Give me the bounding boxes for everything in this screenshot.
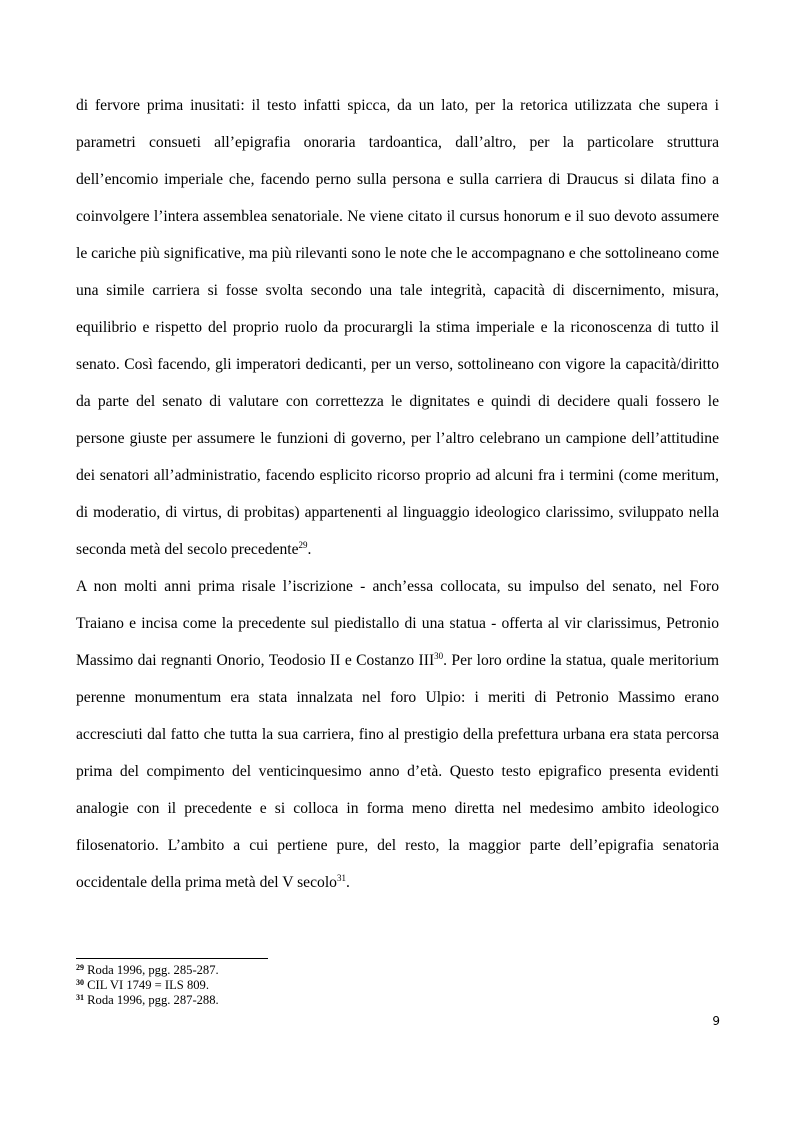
paragraph-1-text-b: . [307, 541, 312, 558]
paragraph-2-text-c: . [345, 874, 350, 891]
footnote-separator [76, 958, 268, 959]
footnote-31 [76, 993, 676, 1008]
page-number: 9 [712, 1014, 720, 1028]
paragraph-1-text-a: di fervore prima inusitati: il testo infatti spicca, da un lato, per la retorica utilizzata che supera i parametri consueti all’epigrafia onoraria tardoantica, dall’altro, per la particolare struttura dell’encomio imperiale che, facendo perno sulla persona e sulla carriera di Draucus si dilata fino a coinvolgere l’intera assemblea senatoriale. Ne viene citato il cursus honorum e il suo devoto assumere le cariche più significative, ma più rilevanti sono le note che le accompagnano e che sottolineano come una simile carriera si fosse svolta secondo una tale integrità, capacità di discernimento, misura, equilibrio e rispetto del proprio ruolo da procurargli la stima imperiale e la riconoscenza di tutto il senato. Così facendo, gli imperatori dedicanti, per un verso, sottolineano con vigore la capacità/diritto da parte del senato di valutare con correttezza le dignitates e quindi di decidere quali fossero le persone giuste per assumere le funzioni di governo, per l’altro celebrano un campione dell’attitudine dei senatori all’administratio, facendo esplicito ricorso proprio ad alcuni fra i termini (come meritum, di moderatio, di virtus, di probitas) appartenenti al linguaggio ideologico clarissimo, sviluppato nella seconda metà del secolo precedente [76, 97, 719, 558]
footnote-number: 31 [76, 993, 84, 1002]
paragraph-2-text-a: A non molti anni prima risale l’iscrizione - anch’essa collocata, su impulso del senato, nel Foro Traiano e incisa come la precedente sul piedistallo di una statua - offerta al vir clarissimus, Petronio Massimo dai regnanti Onorio, Teodosio II e Costanzo III [76, 578, 719, 669]
footnote-text: Roda 1996, pgg. 285-287. [84, 963, 219, 977]
footnote-number: 30 [76, 978, 84, 987]
footnote-ref-29[interactable]: 29 [298, 540, 308, 550]
paragraph-2 [76, 568, 719, 901]
footnote-ref-30[interactable]: 30 [434, 651, 444, 661]
footnotes [76, 963, 676, 1008]
paragraph-2-text-b: . Per loro ordine la statua, quale meritorium perenne monumentum era stata innalzata nel foro Ulpio: i meriti di Petronio Massimo erano accresciuti dal fatto che tutta la sua carriera, fino al prestigio della prefettura urbana era stata percorsa prima del compimento del venticinquesimo anno d’età. Questo testo epigrafico presenta evidenti analogie con il precedente e si colloca in forma meno diretta nel medesimo ambito ideologico filosenatorio. L’ambito a cui pertiene pure, del resto, la maggior parte dell’epigrafia senatoria occidentale della prima metà del V secolo [76, 652, 719, 891]
footnote-text: CIL VI 1749 = ILS 809. [84, 978, 209, 992]
footnote-text: Roda 1996, pgg. 287-288. [84, 993, 219, 1007]
paragraph-1 [76, 87, 719, 568]
body-text [76, 87, 719, 901]
footnote-number: 29 [76, 963, 84, 972]
footnote-30 [76, 978, 676, 993]
footnote-ref-31[interactable]: 31 [336, 873, 346, 883]
footnote-29 [76, 963, 676, 978]
